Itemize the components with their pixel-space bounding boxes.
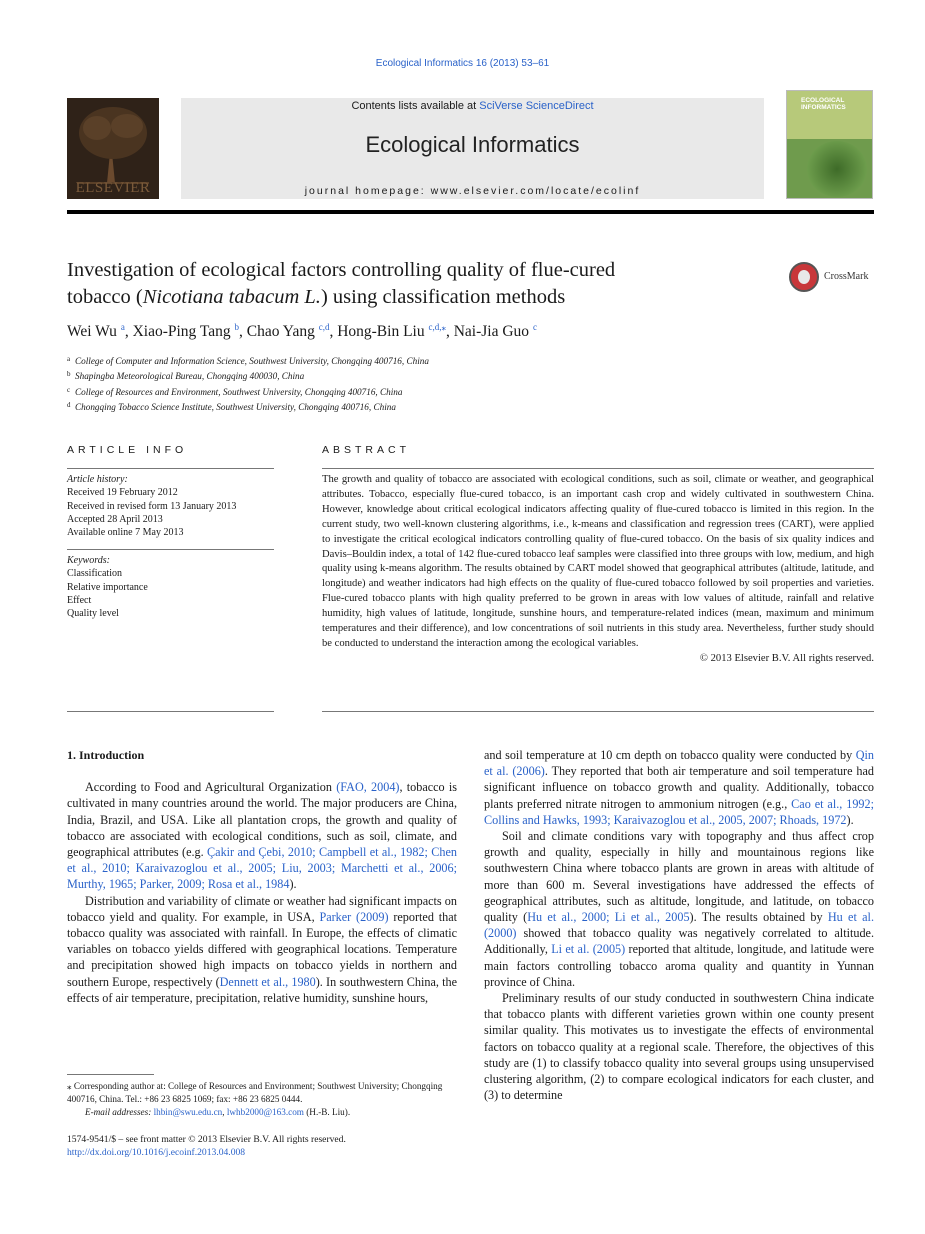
affiliation: b Shapingba Meteorological Bureau, Chongqing 400030, China xyxy=(67,370,305,382)
reference-link[interactable]: (FAO, 2004) xyxy=(336,780,400,795)
reference-link[interactable]: Hu et al. (2000) xyxy=(484,910,874,941)
author-affiliation-mark[interactable]: a xyxy=(120,322,125,332)
reference-link[interactable]: Li et al. (2005) xyxy=(551,942,626,957)
author-name: Wei Wu xyxy=(67,323,121,340)
abstract-heading: ABSTRACT xyxy=(322,444,411,456)
history-entry: Available online 7 May 2013 xyxy=(67,527,184,539)
cover-leaf-icon xyxy=(807,141,867,197)
paragraph xyxy=(67,893,457,1006)
paragraph-text: ). The results obtained by xyxy=(689,910,828,925)
sciencedirect-link[interactable]: SciVerse ScienceDirect xyxy=(479,100,594,112)
paragraph-text: Soil and climate conditions vary with topography and thus affect crop growth and quality, especially in hilly and mountainous regions like southwestern China where tobacco plants are grown in areas with altitude of more than 600 m. Several investigations have addressed the effects of geographical attributes, such as altitude, longitude, and latitude, on tobacco quality ( xyxy=(484,829,874,925)
section-heading: 1. Introduction xyxy=(67,748,145,762)
paragraph-text: showed that tobacco quality was negatively correlated to altitude. Additionally, xyxy=(484,926,874,957)
contents-line: Contents lists available at SciVerse ScienceDirect xyxy=(351,100,594,112)
reference-link[interactable]: Cao et al., 1992; Collins and Hawks, 1993; Karaivazoglou et al., 2005, 2007; Rhoads, 1972 xyxy=(484,796,875,827)
paragraph-text: Preliminary results of our study conducted in southwestern China indicate that tobacco plants with different varieties grown within one county present similar quality. This motivates us to investigate the effects of environmental factors on tobacco quality at a regional scale. Therefore, the objectives of this study are (1) to classify tobacco quality into several groups using unsupervised clustering algorithm, (2) to compare ecological indicators for each cluster, and (3) to determine xyxy=(484,991,874,1103)
publisher-wordmark: ELSEVIER xyxy=(75,180,151,196)
corresponding-author-footnote: ⁎ Corresponding author at: College of Resources and Environment; Southwest University; Chongqing 400716, China. Tel.: +86 23 6825 1069; fax: +86 23 6825 0444. E-mail addresses: lhbin@swu.edu.cn, lwhb2000@163.com (H.-B. Liu). xyxy=(67,1081,443,1117)
crossmark-icon xyxy=(789,262,819,292)
reference-link[interactable]: Qin et al. (2006) xyxy=(484,748,874,779)
paragraph-text: . They reported that both air temperature and soil temperature had significant influence on tobacco growth and quality. Additionally, tobacco plants preferred nitrate nitrogen to ammonium nitrogen (e.g., xyxy=(484,764,874,811)
history-entry: Accepted 28 April 2013 xyxy=(67,513,163,525)
paragraph-text: reported that altitude, longitude, and latitude were main factors controlling tobacco aroma quality and quantity in Yunnan province of China. xyxy=(484,942,875,989)
divider xyxy=(67,549,274,550)
keywords: Keywords: Classification Relative importance Effect Quality level xyxy=(67,554,274,620)
journal-cover xyxy=(786,90,873,199)
article-title: Investigation of ecological factors controlling quality of flue-cured tobacco (Nicotiana tabacum L.) using classification methods xyxy=(67,259,616,308)
journal-banner xyxy=(181,98,764,199)
reference-link[interactable]: Çakir and Çebi, 2010; Campbell et al., 1982; Chen et al., 2010; Karaivazoglou et al., 2005; Liu, 2003; Marchetti et al., 2006; Murthy, 1965; Parker, 2009; Rosa et al., 1984 xyxy=(67,845,457,892)
author-affiliation-mark[interactable]: c xyxy=(532,322,537,332)
email-link[interactable]: lwhb2000@163.com xyxy=(226,1107,304,1117)
reference-link[interactable]: Parker (2009) xyxy=(319,909,389,924)
author-name: Chao Yang xyxy=(246,323,319,340)
history-entry: Received 19 February 2012 xyxy=(67,487,178,499)
front-matter: 1574-9541/$ – see front matter © 2013 Elsevier B.V. All rights reserved. http://dx.doi.org/10.1016/j.ecoinf.2013.04.008 xyxy=(67,1133,467,1159)
affiliation: d Chongqing Tobacco Science Institute, Southwest University, Chongqing 400716, China xyxy=(67,400,396,412)
divider xyxy=(67,711,274,712)
reference-link[interactable]: Dennett et al., 1980 xyxy=(219,974,316,989)
paragraph-text: ). xyxy=(289,877,297,892)
author-name: Xiao-Ping Tang xyxy=(132,323,235,340)
paragraph-text: According to Food and Agricultural Organization xyxy=(85,780,337,795)
paragraph-text: Distribution and variability of climate or weather had significant impacts on tobacco yield and quality. For example, in USA, xyxy=(67,893,457,924)
reference-link[interactable]: Hu et al., 2000; Li et al., 2005 xyxy=(527,910,690,925)
keyword: Quality level xyxy=(67,608,119,620)
author-name: Nai-Jia Guo xyxy=(453,323,533,340)
author-name: Hong-Bin Liu xyxy=(337,323,429,340)
article-history: Article history: Received 19 February 2012 Received in revised form 13 January 2013 Accepted 28 April 2013 Available online 7 May 2013 xyxy=(67,473,274,539)
journal-citation[interactable]: Ecological Informatics 16 (2013) 53–61 xyxy=(375,58,550,69)
keyword: Relative importance xyxy=(67,581,148,593)
paragraph-text: and soil temperature at 10 cm depth on tobacco quality were conducted by xyxy=(484,748,856,762)
paragraph xyxy=(67,779,457,892)
affiliation: c College of Resources and Environment, Southwest University, Chongqing 400716, China xyxy=(67,385,403,397)
paragraph xyxy=(484,990,874,1103)
abstract-text: The growth and quality of tobacco are associated with ecological conditions, such as soil, climate or weather, and geographical attributes. Tobacco, especially flue-cured tobacco, is an important cash crop and widely cultivated in southwestern China. However, knowledge about critical ecological indicators affecting quality of flue-cured tobacco is limited in this region. In the current study, two well-known clustering algorithms, i.e., k-means and classification and regression trees (CART), were applied to investigate the critical ecological indicators controlling quality of flue-cured tobacco. On the basis of six quality indices and Davis–Bouldin index, a total of 142 flue-cured tobacco leaf samples were classified into three groups with low, medium, and high quality using k-means algorithm. The results obtained by CART model showed that geographical attributes (altitude, latitude, and longitude) and weather indicators had high effects on the quality of flue-cured tobacco followed by soil properties and varieties. Flue-cured tobacco plants with high quality preferred to be grown in areas with low values of altitude, rainfall and relative humidity, high values of latitude, longitude, sunshine hours, and temperature-related indices (mean, maximum and minimum temperatures and their difference), and low concentrations of soil nutrients in this study area. Nevertheless, further study should be conducted to understand the interaction among the ecological variables. © 2013 Elsevier B.V. All rights reserved. xyxy=(322,473,874,667)
journal-homepage[interactable]: journal homepage: www.elsevier.com/locate/ecolinf xyxy=(304,185,641,197)
copyright: © 2013 Elsevier B.V. All rights reserved. xyxy=(699,652,874,664)
history-entry: Received in revised form 13 January 2013 xyxy=(67,500,237,512)
affiliations xyxy=(67,353,667,414)
keyword: Effect xyxy=(67,594,92,606)
article-info-heading: ARTICLE INFO xyxy=(67,444,188,456)
crossmark-badge[interactable]: CrossMark xyxy=(789,262,879,294)
footnote-rule xyxy=(67,1074,154,1075)
author-affiliation-mark[interactable]: b xyxy=(234,322,240,332)
header-rule xyxy=(67,210,874,214)
divider xyxy=(322,711,874,712)
paragraph xyxy=(484,828,874,990)
cover-title: ECOLOGICAL INFORMATICS xyxy=(801,97,846,111)
intro-left-column xyxy=(67,747,457,1006)
paragraph xyxy=(484,747,874,828)
author-affiliation-mark[interactable]: c,d xyxy=(318,322,330,332)
divider xyxy=(322,468,874,469)
elsevier-logo xyxy=(67,98,159,199)
paragraph-text: , tobacco is cultivated in many countries around the world. The major producers are China, India, Brazil, and USA. Like all plantation crops, the growth and quality of tobacco are associated with ecological conditions, such as soil, climate, and geographical attributes (e.g. xyxy=(67,780,458,860)
intro-right-column xyxy=(484,747,874,1103)
author-affiliation-mark[interactable]: c,d,⁎ xyxy=(428,322,446,332)
paragraph-text: ). xyxy=(846,812,854,827)
paragraph-text: ). In southwestern China, the effects of air temperature, precipitation, relative humidity, sunshine hours, xyxy=(67,974,457,1005)
divider xyxy=(67,468,274,469)
paragraph-text: reported that tobacco quality was associated with rainfall. In Europe, the effects of climatic variables on tobacco yields differed with geographical locations. Temperature and precipitation showed high impacts on tobacco yields in northern and southern Europe, respectively ( xyxy=(67,909,457,989)
journal-title: Ecological Informatics xyxy=(365,132,580,157)
keyword: Classification xyxy=(67,568,122,580)
author-list: Wei Wu $^a$, Xiao-Ping Tang $^b$, Chao Yang $^{c,d}$, Hong-Bin Liu $^{c,d,⁎}$, Nai-Jia Guo $^c$ xyxy=(67,322,537,340)
doi-link[interactable]: http://dx.doi.org/10.1016/j.ecoinf.2013.04.008 xyxy=(67,1147,246,1158)
email-link[interactable]: lhbin@swu.edu.cn xyxy=(153,1107,223,1117)
affiliation: a College of Computer and Information Science, Southwest University, Chongqing 400716, China xyxy=(67,355,429,366)
